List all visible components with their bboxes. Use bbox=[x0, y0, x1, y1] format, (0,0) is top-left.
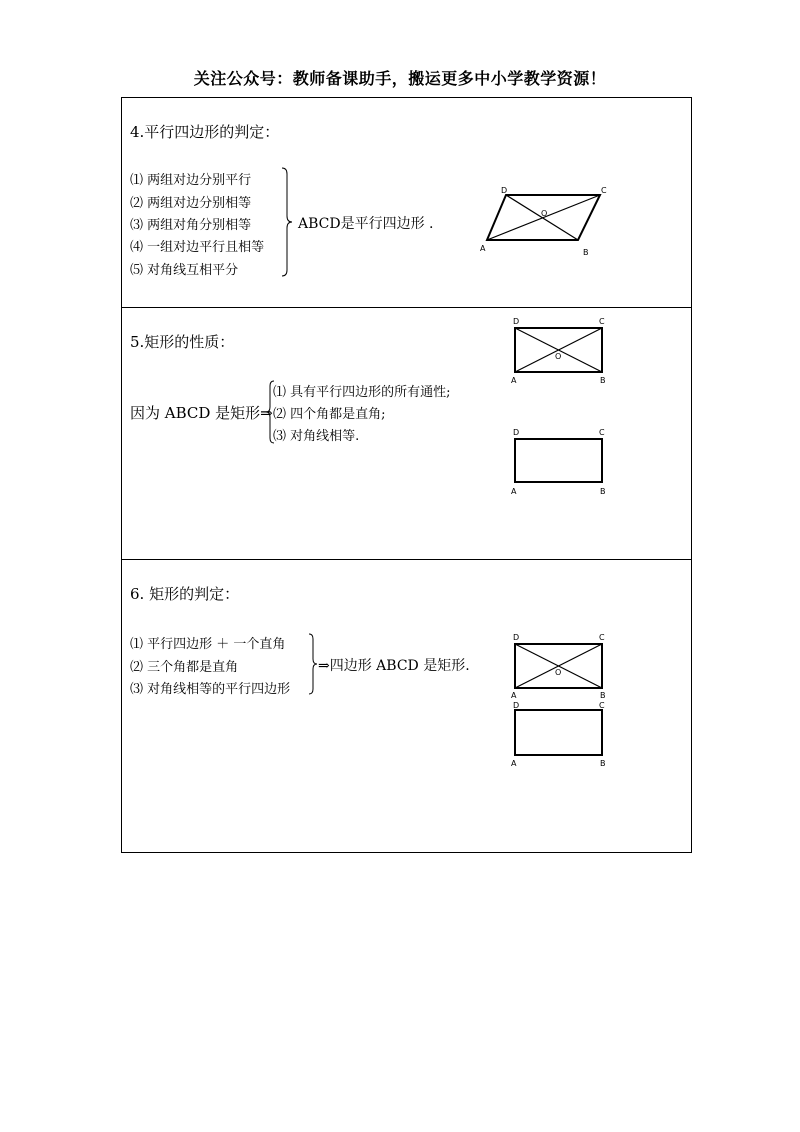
section-5-item-3: ⑶ 对角线相等. bbox=[273, 429, 360, 444]
vertex-label-a: A bbox=[511, 691, 517, 700]
vertex-label-c: C bbox=[599, 701, 605, 710]
section-5-item-1: ⑴ 具有平行四边形的所有通性; bbox=[273, 385, 451, 400]
rectangle-figure-2 bbox=[506, 698, 616, 770]
vertex-label-b: B bbox=[600, 487, 606, 496]
vertex-label-d: D bbox=[513, 701, 520, 710]
center-label-o: O bbox=[555, 352, 562, 361]
section-6-conclusion: ⇒四边形 ABCD 是矩形. bbox=[318, 658, 470, 674]
vertex-label-b: B bbox=[600, 759, 606, 768]
vertex-label-a: A bbox=[511, 487, 517, 496]
section-4-item-2: ⑵ 两组对边分别相等 bbox=[130, 196, 252, 211]
vertex-label-d: D bbox=[513, 633, 520, 642]
section-4-brace bbox=[280, 166, 294, 278]
vertex-label-a: A bbox=[511, 759, 517, 768]
section-4-item-3: ⑶ 两组对角分别相等 bbox=[130, 218, 252, 233]
vertex-label-c: C bbox=[599, 317, 605, 326]
section-5-title: 5.矩形的性质： bbox=[130, 333, 235, 351]
section-divider-2 bbox=[121, 559, 692, 560]
section-6-item-3: ⑶ 对角线相等的平行四边形 bbox=[130, 682, 291, 697]
page-header: 关注公众号：教师备课助手，搬运更多中小学教学资源！ bbox=[193, 69, 607, 88]
section-4-item-1: ⑴ 两组对边分别平行 bbox=[130, 173, 252, 188]
vertex-label-c: C bbox=[599, 633, 605, 642]
vertex-label-d: D bbox=[513, 317, 520, 326]
vertex-label-c: C bbox=[599, 428, 605, 437]
section-6-title: 6. 矩形的判定： bbox=[130, 585, 240, 603]
parallelogram-figure bbox=[476, 184, 616, 260]
vertex-label-d: D bbox=[501, 186, 508, 195]
rectangle-diagonals-figure-2 bbox=[506, 632, 616, 704]
section-4-item-4: ⑷ 一组对边平行且相等 bbox=[130, 240, 265, 255]
section-divider-1 bbox=[121, 307, 692, 308]
section-6-item-2: ⑵ 三个角都是直角 bbox=[130, 660, 239, 675]
section-6-item-1: ⑴ 平行四边形 ＋ 一个直角 bbox=[130, 637, 286, 652]
section-5-item-2: ⑵ 四个角都是直角; bbox=[273, 407, 386, 422]
center-label-o: O bbox=[541, 209, 548, 218]
section-4-item-5: ⑸ 对角线互相平分 bbox=[130, 263, 239, 278]
center-label-o: O bbox=[555, 668, 562, 677]
vertex-label-c: C bbox=[601, 186, 607, 195]
vertex-label-a: A bbox=[511, 376, 517, 385]
section-5-premise: 因为 ABCD 是矩形⇒ bbox=[130, 404, 273, 422]
vertex-label-b: B bbox=[600, 691, 606, 700]
rectangle-diagonals-figure-1 bbox=[506, 316, 616, 388]
vertex-label-a: A bbox=[480, 244, 486, 253]
vertex-label-d: D bbox=[513, 428, 520, 437]
section-4-conclusion: ABCD是平行四边形 . bbox=[298, 216, 434, 232]
section-4-title: 4.平行四边形的判定： bbox=[130, 123, 280, 141]
rectangle-figure-1 bbox=[506, 427, 616, 499]
vertex-label-b: B bbox=[600, 376, 606, 385]
vertex-label-b: B bbox=[583, 248, 589, 257]
